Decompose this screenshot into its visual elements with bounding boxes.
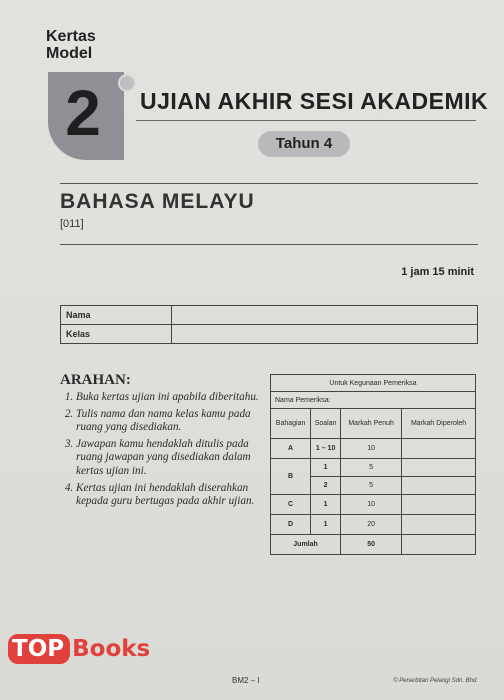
header-markah-penuh: Markah Penuh bbox=[341, 409, 402, 439]
paper-number: 2 bbox=[65, 77, 101, 149]
logo-books: Books bbox=[72, 636, 151, 662]
header-soalan: Soalan bbox=[311, 409, 341, 439]
row-soalan: 1 bbox=[311, 495, 341, 515]
row-penuh: 5 bbox=[341, 477, 402, 495]
topbooks-logo bbox=[8, 634, 150, 664]
row-soalan: 1 – 10 bbox=[311, 439, 341, 459]
total-label: Jumlah bbox=[271, 535, 341, 555]
identity-table bbox=[60, 305, 478, 344]
instructions-list bbox=[60, 391, 260, 509]
nama-field[interactable] bbox=[172, 306, 478, 325]
subject-name: BAHASA MELAYU bbox=[60, 190, 255, 213]
examiner-table-title: Untuk Kegunaan Pemeriksa bbox=[271, 375, 476, 392]
row-diperoleh[interactable] bbox=[402, 477, 476, 495]
header-markah-diperoleh: Markah Diperoleh bbox=[402, 409, 476, 439]
examiner-table bbox=[270, 374, 476, 555]
examiner-name-label: Nama Pemeriksa: bbox=[271, 392, 476, 409]
title-divider bbox=[136, 120, 476, 121]
nama-row bbox=[61, 306, 478, 325]
row-penuh: 20 bbox=[341, 515, 402, 535]
total-diperoleh[interactable] bbox=[402, 535, 476, 555]
page-code: BM2 – I bbox=[232, 676, 260, 685]
instruction-item: 2. Tulis nama dan nama kelas kamu pada ruang yang disediakan. bbox=[76, 408, 260, 435]
copyright: © Penerbitan Pelangi Sdn. Bhd. bbox=[393, 678, 478, 684]
exam-duration: 1 jam 15 minit bbox=[401, 266, 474, 278]
kelas-label: Kelas bbox=[61, 325, 172, 344]
row-bahagian: D bbox=[271, 515, 311, 535]
kelas-field[interactable] bbox=[172, 325, 478, 344]
kelas-row bbox=[61, 325, 478, 344]
row-soalan: 1 bbox=[311, 515, 341, 535]
year-pill: Tahun 4 bbox=[258, 131, 350, 157]
total-value: 50 bbox=[341, 535, 402, 555]
instructions-title: ARAHAN: bbox=[60, 372, 131, 388]
model-word: Model bbox=[46, 45, 93, 62]
badge-dot bbox=[118, 74, 136, 92]
row-penuh: 5 bbox=[341, 459, 402, 477]
row-diperoleh[interactable] bbox=[402, 515, 476, 535]
instruction-item: 3. Jawapan kamu hendaklah ditulis pada ruang jawapan yang disediakan dalam kertas ujian ini. bbox=[76, 438, 260, 479]
row-soalan: 2 bbox=[311, 477, 341, 495]
subject-code: [011] bbox=[60, 218, 84, 230]
logo-top: TOP bbox=[8, 634, 70, 664]
instruction-item: 4. Kertas ujian ini hendaklah diserahkan kepada guru bertugas pada akhir ujian. bbox=[76, 482, 260, 509]
subject-top-divider bbox=[60, 183, 478, 184]
instruction-item: 1. Buka kertas ujian ini apabila diberitahu. bbox=[76, 391, 260, 405]
row-bahagian: C bbox=[271, 495, 311, 515]
row-penuh: 10 bbox=[341, 495, 402, 515]
row-soalan: 1 bbox=[311, 459, 341, 477]
row-diperoleh[interactable] bbox=[402, 439, 476, 459]
instructions bbox=[60, 372, 260, 512]
nama-label: Nama bbox=[61, 306, 172, 325]
header-bahagian: Bahagian bbox=[271, 409, 311, 439]
row-bahagian: A bbox=[271, 439, 311, 459]
subject-bottom-divider bbox=[60, 244, 478, 245]
row-bahagian: B bbox=[271, 459, 311, 495]
exam-title: UJIAN AKHIR SESI AKADEMIK bbox=[140, 88, 489, 114]
kertas-word: Kertas bbox=[46, 28, 96, 45]
row-diperoleh[interactable] bbox=[402, 495, 476, 515]
row-diperoleh[interactable] bbox=[402, 459, 476, 477]
paper-number-badge bbox=[48, 72, 124, 160]
row-penuh: 10 bbox=[341, 439, 402, 459]
kertas-model-label bbox=[46, 28, 96, 62]
